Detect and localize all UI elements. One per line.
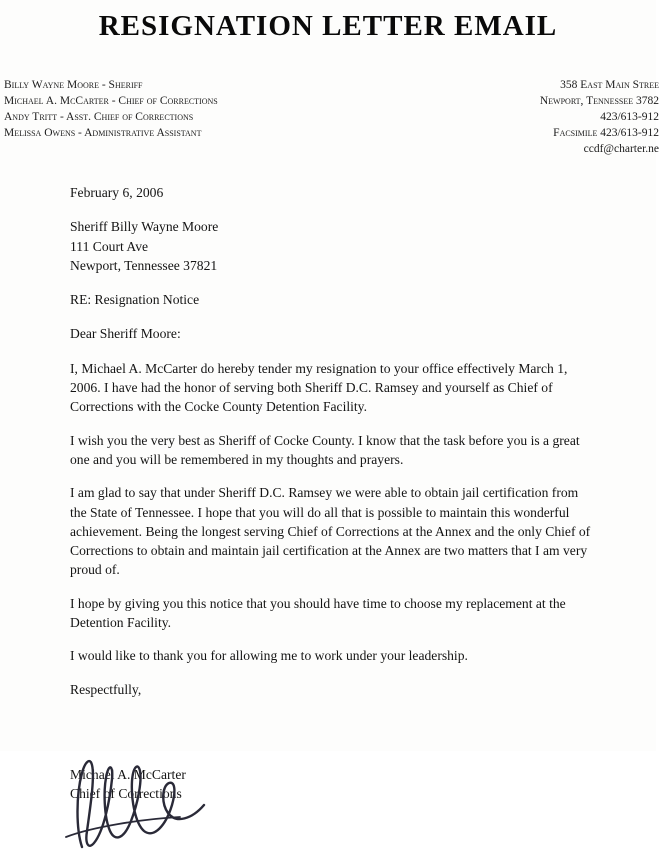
recipient-city: Newport, Tennessee 37821 [70,257,218,273]
contact-address-line: 358 East Main Stree [560,79,659,91]
contact-facsimile: Facsimile 423/613-912 [553,127,659,139]
page-title: RESIGNATION LETTER EMAIL [98,10,558,42]
letter-date: February 6, 2006 [70,185,164,200]
staff-line: Melissa Owens - Administrative Assistant [4,127,202,139]
contact-phone: 423/613-912 [600,111,659,123]
staff-line: Billy Wayne Moore - Sheriff [4,79,143,91]
salutation: Dear Sheriff Moore: [70,326,181,342]
signer-name: Michael A. McCarter [70,766,186,782]
signer-title: Chief of Corrections [70,786,182,802]
paragraph-thanks: I would like to thank you for allowing me to work under your leadership. [70,648,468,664]
staff-line: Michael A. McCarter - Chief of Corrections [4,95,218,107]
paragraph-certification: I am glad to say that under Sheriff D.C. Ramsey we were able to obtain jail certification from the State of Tennessee. I hope that you will do all that is possible to maintain this wonderful achievement. Being the longest serving Chief of Corrections at the Annex and the only Chief of Corrections to obtain and maintain jail certification at the Annex are two matters that I am very proud of. [70,485,591,578]
recipient-address [70,217,592,275]
recipient-name: Sheriff Billy Wayne Moore [70,219,219,235]
paragraph-well-wishes: I wish you the very best as Sheriff of Cocke County. I know that the task before you is a great one and you will be remembered in my thoughts and prayers. [70,432,580,467]
letterhead [0,77,659,157]
recipient-street: 111 Court Ave [70,238,149,254]
subject-line: RE: Resignation Notice [70,292,200,308]
letterhead-staff-list [0,77,218,141]
signature-block [70,765,592,861]
letterhead-contact-info [540,77,659,157]
contact-city-line: Newport, Tennessee 3782 [539,95,659,107]
letter-body [70,183,592,861]
paragraph-notice: I hope by giving you this notice that you should have time to choose my replacement at the Detention Facility. [70,595,566,631]
contact-email: ccdf@charter.ne [583,143,659,155]
staff-line: Andy Tritt - Asst. Chief of Corrections [4,111,194,123]
paragraph-resignation: I, Michael A. McCarter do hereby tender my resignation to your office effectively March 1, 2006. I have had the honor of serving both Sheriff D.C. Ramsey and yourself as Chief of Corrections with the Cocke County Detention Facility. [70,360,568,415]
handwritten-signature [52,751,242,861]
closing: Respectfully, [70,681,142,697]
